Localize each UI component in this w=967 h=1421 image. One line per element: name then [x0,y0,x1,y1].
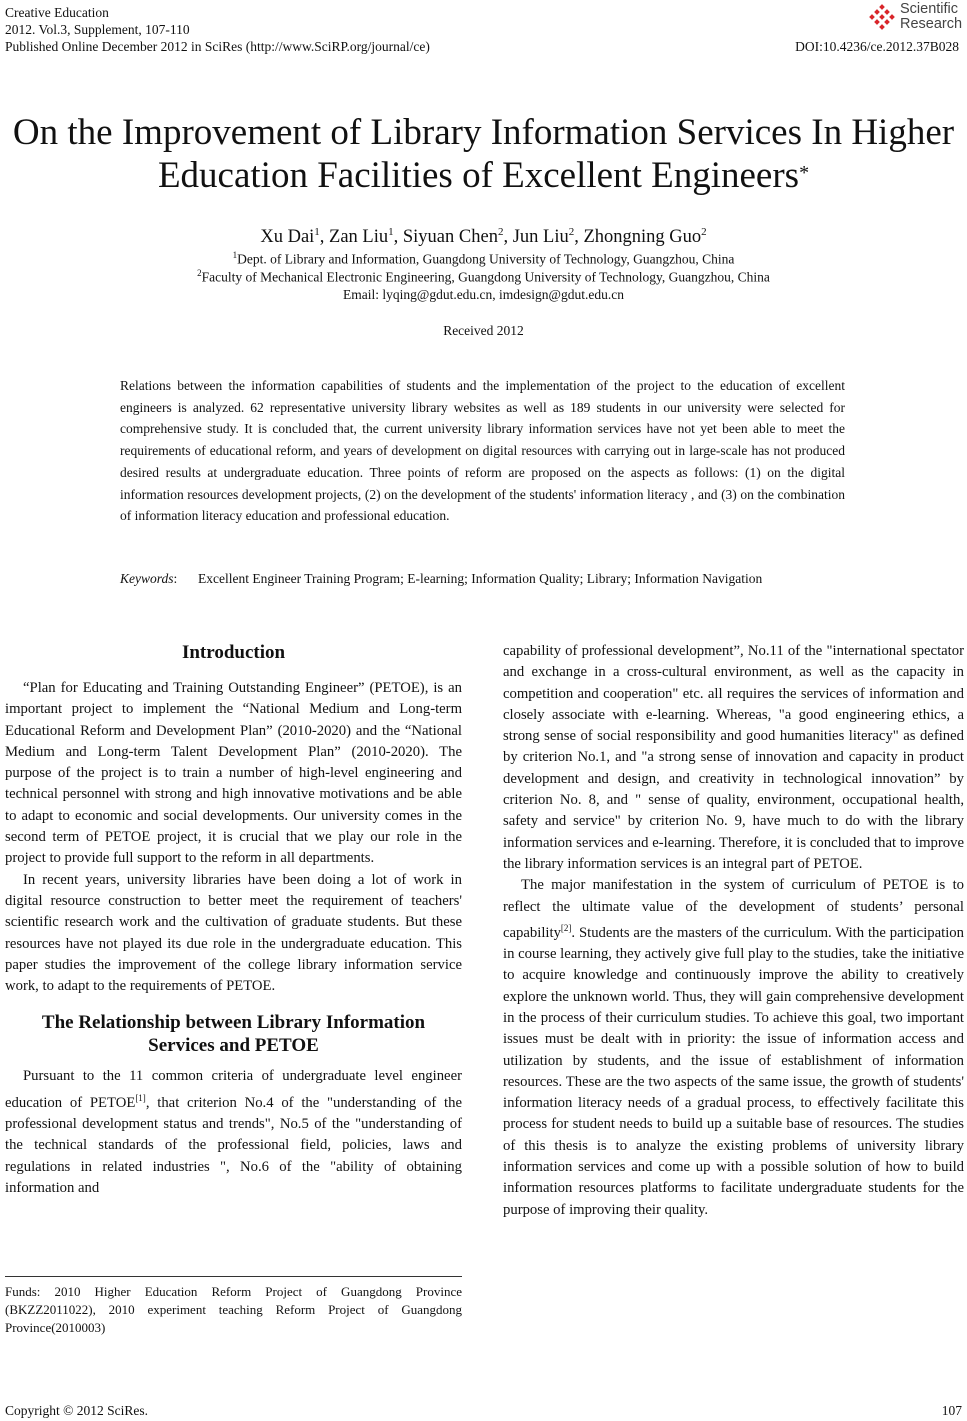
received-date: Received 2012 [443,323,524,338]
citation: [2] [560,922,572,933]
paragraph-flow-right: capability of professional development”, No.11 of the "international spectator and exchange in a cross-cultural environment, as well as the capacity in competition and cooperation" etc. all requires the services of information and closely associate with e-learning. Whereas, "a good engineering ethics, a strong sense of social responsibility and good humanities literacy" as defined by criterion No.1, and "a strong sense of innovation and capacity in product development and design, and creativity in technological innovation” by criterion No. 8, and " sense of quality, environment, occupational health, safety and service" by criterion No. 9, have much to do with the library information services and e-learning. Therefore, it is concluded that to improve the library information services is an integral part of PETOE. [503,643,964,872]
section-heading-relationship: The Relationship between Library Information Services and PETOE [41,1012,426,1057]
journal-volume: 2012. Vol.3, Supplement, 107-110 [5,22,190,37]
title-line-2: Education Facilities of Excellent Engineers* [157,155,810,196]
right-column [503,641,964,1221]
logo-text-line2: Research [900,16,963,32]
author: Xu Dai [260,227,315,248]
paragraph: The major manifestation in the system of curriculum of PETOE is to reflect the ultimate value of the development of students’ personal capability[2]. Students are the masters of the curriculum. With the participation in course learning, they actively give full play to the studies, take the initiative to acquire knowledge and continuously improve the ability to creatively explore the unknown world. Thus, they will gain comprehensive development in the process of their curriculum studies. To achieve this goal, two important issues must be dealt with in priority: the issue of information access and utilization by students, and the issue of establishment of information resources. These are the two aspects of the same issue, the growth of students' information literacy needs of a gradual process, to effectively facilitate this process for student needs to build up a suitable base of resources. The studies of this thesis is to analyze the existing problems of university library information services and come up with a possible solution of how to build information resources platforms to facilitate undergraduate students for the purpose of improving their quality. [503,877,964,1218]
affiliation-2: $^2$Faculty of Mechanical Electronic Engineering, Guangdong University of Technology, Guangzhou, China [197,268,770,285]
logo-diamond-icon [866,4,898,34]
doi: DOI:10.4236/ce.2012.37B028 [795,39,959,54]
affiliation-1: $^1$Dept. of Library and Information, Guangdong University of Technology, Guangzhou, China [232,250,735,267]
left-column [5,641,462,1199]
author: Jun Liu [512,227,569,248]
section-heading-introduction: Introduction [181,642,286,663]
citation: [1] [135,1092,146,1103]
keywords-text: Excellent Engineer Training Program; E-learning; Information Quality; Library; Information Navigation [198,571,763,586]
page-footer [5,1403,962,1419]
author: Zan Liu [329,227,389,248]
footnote-rule [5,1276,462,1277]
abstract: Relations between the information capabilities of students and the implementation of the project to the education of excellent engineers is analyzed. 62 representative university library websites as well as 189 students in our university were selected for comprehensive study. It is concluded that, the current university library information services have not yet been able to meet the requirements of educational reform, and years of development on digital resources with carrying out in large-scale has not produced desired results at undergraduate education. Three points of reform are proposed on the aspects as follows: (1) on the digital information resources development projects, (2) on the development of the students' information literacy , and (3) on the combination of information literacy education and professional education. [120,378,845,524]
running-header [5,4,430,55]
paragraph: “Plan for Educating and Training Outstanding Engineer” (PETOE), is an important project to implement the “National Medium and Long-term Educational Reform and Development Plan” (2010-2020) and the “National Medium and Long-term Talent Development Plan” (2010-2020). The purpose of the project is to train a number of high-level engineering and technical personnel with strong and high innovative motivations and be able to adapt to economic and social developments. Our university comes in the second term of PETOE project, it is crucial that we play our role in the project to provide full support to the reform in all departments. [5,680,462,867]
paragraph: In recent years, university libraries have been doing a lot of work in digital resource construction to better meet the requirement of teachers' scientific research work and the cultivation of graduate students. But these resources have not played its due role in the undergraduate education. This paper studies the improvement of the college library information service work, to adapt to the requirements of PETOE. [5,871,462,995]
author: Siyuan Chen [402,227,498,248]
publication-info: Published Online December 2012 in SciRes (http://www.SciRP.org/journal/ce) [5,39,430,54]
logo-text-line1: Scientific [900,1,959,17]
page-number: 107 [941,1403,962,1418]
journal-name: Creative Education [5,5,109,20]
title-line-1: On the Improvement of Library Information Services In Higher [12,112,955,153]
paper-title [0,111,967,197]
scientific-research-logo [866,0,966,38]
title-footnote-mark: * [799,162,810,184]
author: Zhongning Guo [583,227,702,248]
author-list: Xu Dai$^1$, Zan Liu$^1$, Siyuan Chen$^2$, Jun Liu$^2$, Zhongning Guo$^2$ [260,226,707,248]
paragraph-flow-left: Pursuant to the 11 common criteria of undergraduate level engineer education of PETOE[1], that criterion No.4 of the "understanding of the professional development status and trends", No.5 of the "understanding of the technical standards of the professional field, policies, laws and regulations in related industries ", No.6 of the "ability of obtaining information and [5,1068,462,1196]
copyright: Copyright © 2012 SciRes. [5,1403,149,1418]
author-email: Email: lyqing@gdut.edu.cn, imdesign@gdut.edu.cn [343,287,624,302]
funds-footnote: Funds: 2010 Higher Education Reform Project of Guangdong Province (BKZZ2011022), 2010 experiment teaching Reform Project of Guangdong Province(2010003) [5,1284,462,1335]
keywords: Keywords: Excellent Engineer Training Program; E-learning; Information Quality; Library; Information Navigation [120,569,845,589]
keywords-label: Keywords [120,571,174,586]
